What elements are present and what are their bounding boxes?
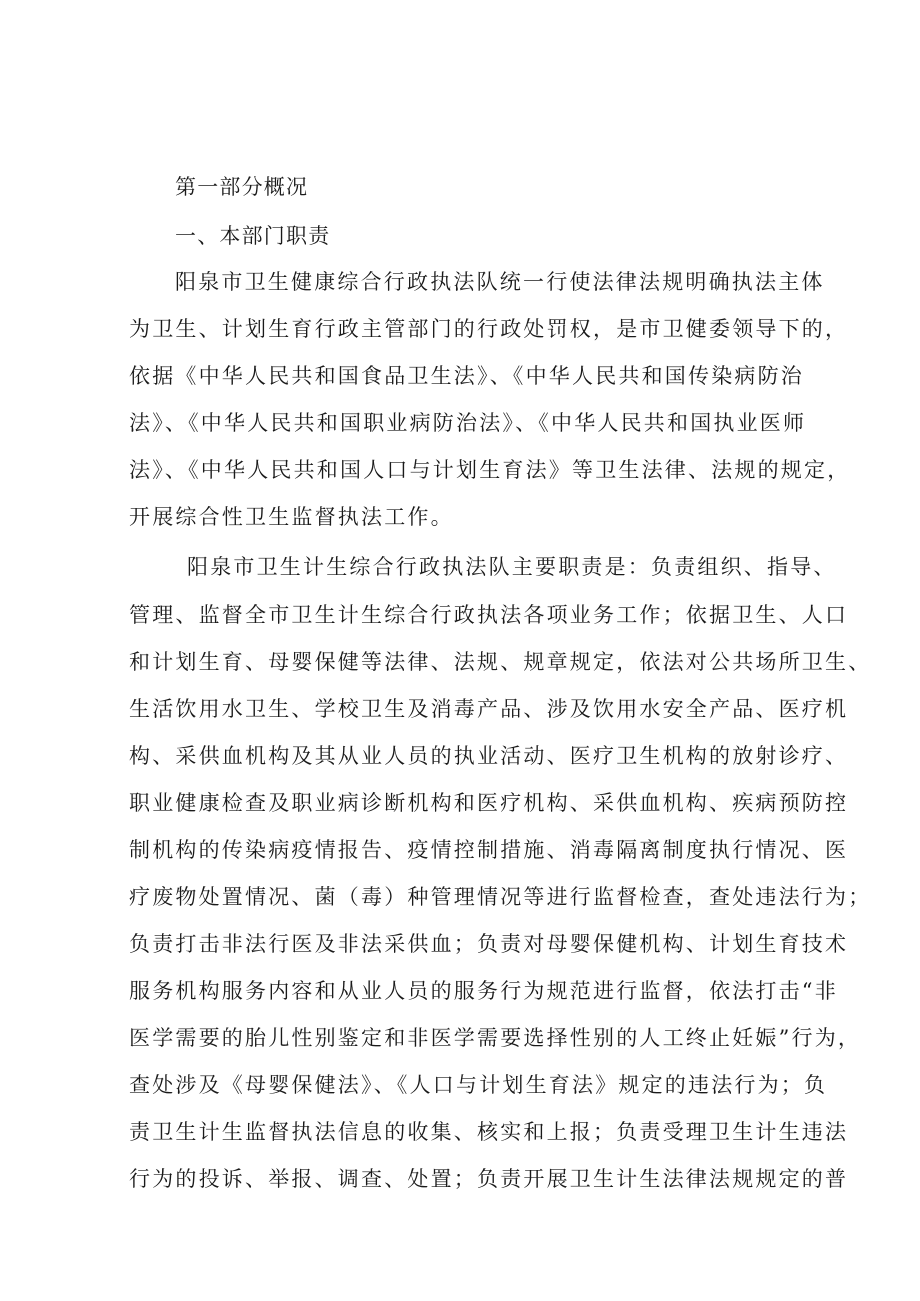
paragraph-line: 法》、《中华人民共和国职业病防治法》、《中华人民共和国执业医师 (129, 411, 807, 435)
paragraph-line: 管理、监督全市卫生计生综合行政执法各项业务工作；依据卫生、人口 (129, 603, 849, 627)
paragraph-line: 服务机构服务内容和从业人员的服务行为规范进行监督，依法打击“非 (129, 979, 838, 1003)
paragraph-line: 负责打击非法行医及非法采供血；负责对母婴保健机构、计划生育技术 (129, 932, 849, 956)
paragraph-line: 职业健康检查及职业病诊断机构和医疗机构、采供血机构、疾病预防控 (129, 791, 849, 815)
paragraph-line: 开展综合性卫生监督执法工作。 (129, 505, 454, 529)
paragraph-line: 依据《中华人民共和国食品卫生法》、《中华人民共和国传染病防治 (129, 364, 804, 388)
paragraph-line: 为卫生、计划生育行政主管部门的行政处罚权，是市卫健委领导下的， (129, 317, 849, 341)
paragraph-line: 查处涉及《母婴保健法》、《人口与计划生育法》规定的违法行为；负 (129, 1073, 828, 1097)
paragraph-line: 阳泉市卫生健康综合行政执法队统一行使法律法规明确执法主体 (175, 270, 825, 294)
paragraph-line: 和计划生育、母婴保健等法律、法规、规章规定，依法对公共场所卫生、 (129, 650, 872, 674)
paragraph-line: 生活饮用水卫生、学校卫生及消毒产品、涉及饮用水安全产品、医疗机 (129, 697, 849, 721)
paragraph-line: 医学需要的胎儿性别鉴定和非医学需要选择性别的人工终止妊娠”行为， (129, 1026, 862, 1050)
paragraph-line: 法》、《中华人民共和国人口与计划生育法》等卫生法律、法规的规定， (129, 458, 851, 482)
paragraph-line: 责卫生计生监督执法信息的收集、核实和上报；负责受理卫生计生违法 (129, 1120, 849, 1144)
paragraph-line: 阳泉市卫生计生综合行政执法队主要职责是：负责组织、指导、 (187, 555, 837, 579)
paragraph-line: 制机构的传染病疫情报告、疫情控制措施、消毒隔离制度执行情况、医 (129, 838, 849, 862)
section-heading: 一、本部门职责 (175, 224, 331, 248)
part-heading: 第一部分概况 (175, 175, 309, 199)
paragraph-line: 疗废物处置情况、菌（毒）种管理情况等进行监督检查，查处违法行为； (129, 885, 872, 909)
paragraph-line: 行为的投诉、举报、调查、处置；负责开展卫生计生法律法规规定的普 (129, 1167, 849, 1191)
paragraph-line: 构、采供血机构及其从业人员的执业活动、医疗卫生机构的放射诊疗、 (129, 744, 849, 768)
